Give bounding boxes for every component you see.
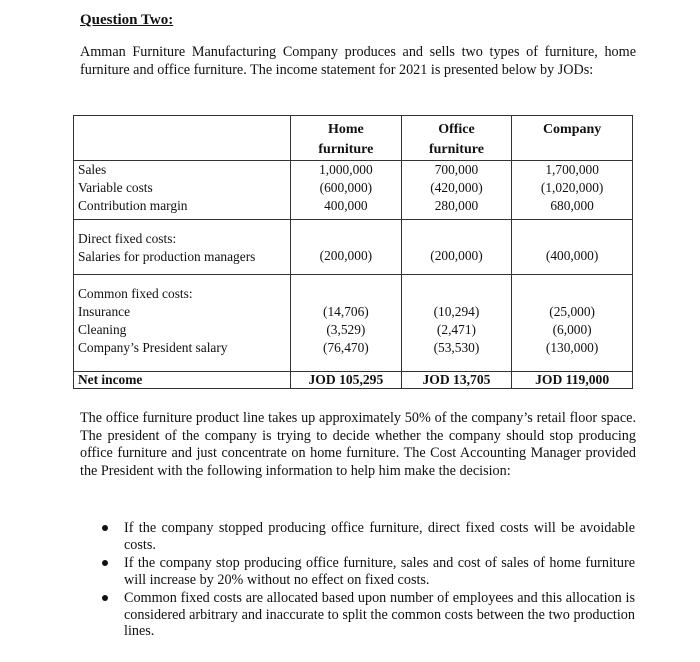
label-variable-costs: Variable costs: [78, 180, 153, 195]
office-president-salary: (53,530): [433, 340, 480, 355]
header-home-line1: Home: [328, 122, 364, 137]
home-insurance: (14,706): [323, 304, 369, 319]
label-salaries-managers: Salaries for production managers: [78, 249, 256, 264]
table-row-common-fixed: [74, 275, 633, 372]
header-company: [512, 116, 633, 161]
company-variable-costs: (1,020,000): [540, 180, 604, 195]
company-salaries-managers: (400,000): [545, 248, 599, 263]
home-sales: 1,000,000: [319, 162, 373, 177]
company-cleaning: (6,000): [552, 322, 592, 337]
header-office-furniture: [401, 116, 512, 161]
label-president-salary: Company’s President salary: [78, 340, 228, 355]
table-row-direct-fixed: [74, 220, 633, 275]
company-insurance: (25,000): [549, 304, 595, 319]
company-values-direct-fixed: [512, 220, 633, 275]
header-row: [74, 116, 633, 161]
question-title: Question Two:: [80, 12, 174, 28]
label-net-income: Net income: [74, 372, 291, 389]
home-cleaning: (3,529): [326, 322, 366, 337]
list-item: [100, 555, 635, 588]
company-values-common-fixed: [512, 275, 633, 372]
home-net-income: JOD 105,295: [291, 372, 402, 389]
bullet-text: Common fixed costs are allocated based upon number of employees and this allocation is considered arbitrary and inaccurate to split the common costs between the two production lines.: [124, 590, 635, 639]
header-home-line2: furniture: [318, 142, 374, 157]
context-paragraph: The office furniture product line takes up approximately 50% of the company’s retail floor space. The president of the company is trying to decide whether the company should stop producing office furniture and just concentrate on home furniture. The Cost Accounting Manager provided the President with the following information to help him make the decision:: [80, 410, 636, 479]
header-office-line2: furniture: [428, 142, 484, 157]
list-item: [100, 520, 635, 553]
table-row-contribution: [74, 161, 633, 220]
office-contribution-margin: 280,000: [434, 198, 479, 213]
office-salaries-managers: (200,000): [430, 248, 483, 263]
company-values-contribution: [512, 161, 633, 220]
table-row-net-income: [74, 372, 633, 389]
row-labels-common-fixed: [74, 275, 291, 372]
label-insurance: Insurance: [78, 304, 131, 319]
office-values-contribution: [401, 161, 512, 220]
home-variable-costs: (600,000): [319, 180, 373, 195]
home-values-common-fixed: [291, 275, 402, 372]
header-company-line1: Company: [542, 122, 602, 137]
row-labels-direct-fixed: [74, 220, 291, 275]
label-contribution-margin: Contribution margin: [78, 198, 188, 213]
bullet-icon: [102, 560, 108, 566]
office-sales: 700,000: [434, 162, 479, 177]
home-salaries-managers: (200,000): [319, 248, 373, 263]
bullet-text: If the company stop producing office furniture, sales and cost of sales of home furniture will increase by 20% without no effect on fixed costs.: [124, 555, 635, 588]
company-president-salary: (130,000): [545, 340, 599, 355]
label-cleaning: Cleaning: [78, 322, 127, 337]
office-values-common-fixed: [401, 275, 512, 372]
income-statement-table: [73, 115, 633, 389]
home-values-direct-fixed: [291, 220, 402, 275]
bullet-text: If the company stopped producing office furniture, direct fixed costs will be avoidable costs.: [124, 520, 635, 553]
label-direct-fixed-costs: Direct fixed costs:: [78, 231, 177, 246]
header-office-line1: Office: [438, 122, 475, 137]
home-president-salary: (76,470): [323, 340, 369, 355]
header-home-furniture: [291, 116, 402, 161]
company-sales: 1,700,000: [545, 162, 599, 177]
bullet-icon: [102, 525, 108, 531]
bullet-list: [100, 520, 635, 642]
intro-paragraph: Amman Furniture Manufacturing Company produces and sells two types of furniture, home furniture and office furniture. The income statement for 2021 is presented below by JODs:: [80, 44, 636, 78]
home-values-contribution: [291, 161, 402, 220]
office-net-income: JOD 13,705: [401, 372, 512, 389]
office-insurance: (10,294): [433, 304, 480, 319]
office-variable-costs: (420,000): [430, 180, 483, 195]
list-item: [100, 590, 635, 640]
bullet-icon: [102, 595, 108, 601]
label-common-fixed-costs: Common fixed costs:: [78, 286, 193, 301]
row-labels-contribution: [74, 161, 291, 220]
label-sales: Sales: [78, 162, 107, 177]
office-values-direct-fixed: [401, 220, 512, 275]
home-contribution-margin: 400,000: [324, 198, 368, 213]
company-net-income: JOD 119,000: [512, 372, 633, 389]
header-blank-cell: [74, 116, 291, 161]
company-contribution-margin: 680,000: [550, 198, 594, 213]
office-cleaning: (2,471): [436, 322, 476, 337]
